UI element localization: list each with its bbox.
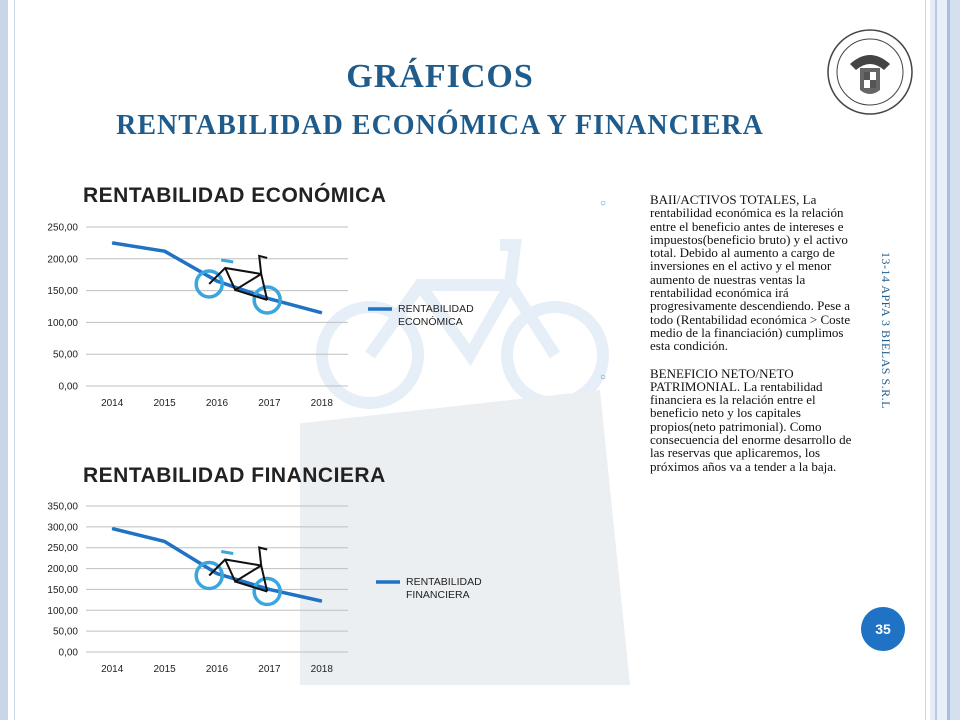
x-tick-label: 2016 bbox=[205, 398, 229, 409]
y-tick-label: 350,00 bbox=[47, 501, 78, 513]
slide-subtitle: RENTABILIDAD ECONÓMICA Y FINANCIERA bbox=[116, 110, 764, 141]
bicycle-icon bbox=[196, 256, 280, 313]
page-number-badge: 35 bbox=[861, 607, 905, 651]
legend-label: RENTABILIDAD bbox=[398, 303, 474, 315]
x-tick-label: 2014 bbox=[101, 664, 124, 675]
x-tick-label: 2017 bbox=[258, 398, 281, 409]
data-point bbox=[164, 251, 165, 252]
x-tick-label: 2016 bbox=[205, 664, 229, 675]
bicycle-icon bbox=[196, 548, 280, 605]
vertical-footer-text: 13-14 APFA 3 BIELAS S.R.L bbox=[879, 252, 893, 409]
y-tick-label: 150,00 bbox=[47, 286, 78, 298]
data-point bbox=[112, 528, 113, 529]
y-tick-label: 300,00 bbox=[47, 522, 78, 534]
y-tick-label: 50,00 bbox=[52, 626, 78, 638]
slide-title: GRÁFICOS bbox=[346, 58, 534, 95]
y-tick-label: 200,00 bbox=[47, 254, 78, 266]
legend-label: RENTABILIDAD bbox=[406, 576, 482, 588]
y-tick-label: 200,00 bbox=[47, 564, 78, 576]
data-point bbox=[112, 242, 113, 243]
y-tick-label: 100,00 bbox=[47, 317, 78, 329]
data-point bbox=[269, 589, 270, 590]
series-line bbox=[112, 243, 322, 313]
y-tick-label: 0,00 bbox=[58, 381, 78, 393]
x-tick-label: 2018 bbox=[310, 398, 333, 409]
x-tick-label: 2015 bbox=[153, 398, 176, 409]
data-point bbox=[217, 281, 218, 282]
bullet-marker-icon: ○ bbox=[600, 371, 607, 383]
bullet-item-economica bbox=[600, 193, 862, 353]
bullet-item-financiera bbox=[600, 367, 862, 473]
x-tick-label: 2017 bbox=[258, 664, 281, 675]
chart-1-group bbox=[47, 502, 482, 676]
bullet-text: BAII/ACTIVOS TOTALES, La rentabilidad económica es la relación entre el beneficio antes de intereses e impuestos(beneficio bruto) y el activo total. Debido al aumento a cargo de inversiones en el activo y el menor aumento de nuestras ventas la rentabilidad económica irá progresivamente descendiendo. Pese a todo (Rentabilidad económica > Coste medio de la financiación) cumplimos esta condición. bbox=[650, 192, 851, 354]
data-point bbox=[269, 298, 270, 299]
data-point bbox=[321, 601, 322, 602]
bullet-text: BENEFICIO NETO/NETO PATRIMONIAL. La rentabilidad financiera es la relación entre el beneficio neto y los capitales propios(neto patrimonial). Como consecuencia del enorme desarrollo de las reservas que aplicaremos, los próximos años va a tender a la baja. bbox=[650, 365, 852, 474]
chart-title-economica: RENTABILIDAD ECONÓMICA bbox=[83, 184, 387, 207]
x-tick-label: 2014 bbox=[101, 398, 124, 409]
legend-label: FINANCIERA bbox=[406, 589, 470, 601]
y-tick-label: 50,00 bbox=[52, 349, 78, 361]
y-tick-label: 0,00 bbox=[58, 647, 78, 659]
legend-label: ECONÓMICA bbox=[398, 316, 463, 328]
y-tick-label: 250,00 bbox=[47, 543, 78, 555]
y-tick-label: 250,00 bbox=[47, 222, 78, 234]
chart-0-group bbox=[47, 223, 474, 410]
data-point bbox=[321, 312, 322, 313]
y-tick-label: 100,00 bbox=[47, 605, 78, 617]
data-point bbox=[217, 573, 218, 574]
x-tick-label: 2018 bbox=[310, 664, 333, 675]
bullet-list bbox=[600, 193, 862, 487]
y-tick-label: 150,00 bbox=[47, 584, 78, 596]
x-tick-label: 2015 bbox=[153, 664, 176, 675]
data-point bbox=[164, 541, 165, 542]
bullet-marker-icon: ○ bbox=[600, 198, 607, 209]
chart-title-financiera: RENTABILIDAD FINANCIERA bbox=[83, 464, 386, 487]
